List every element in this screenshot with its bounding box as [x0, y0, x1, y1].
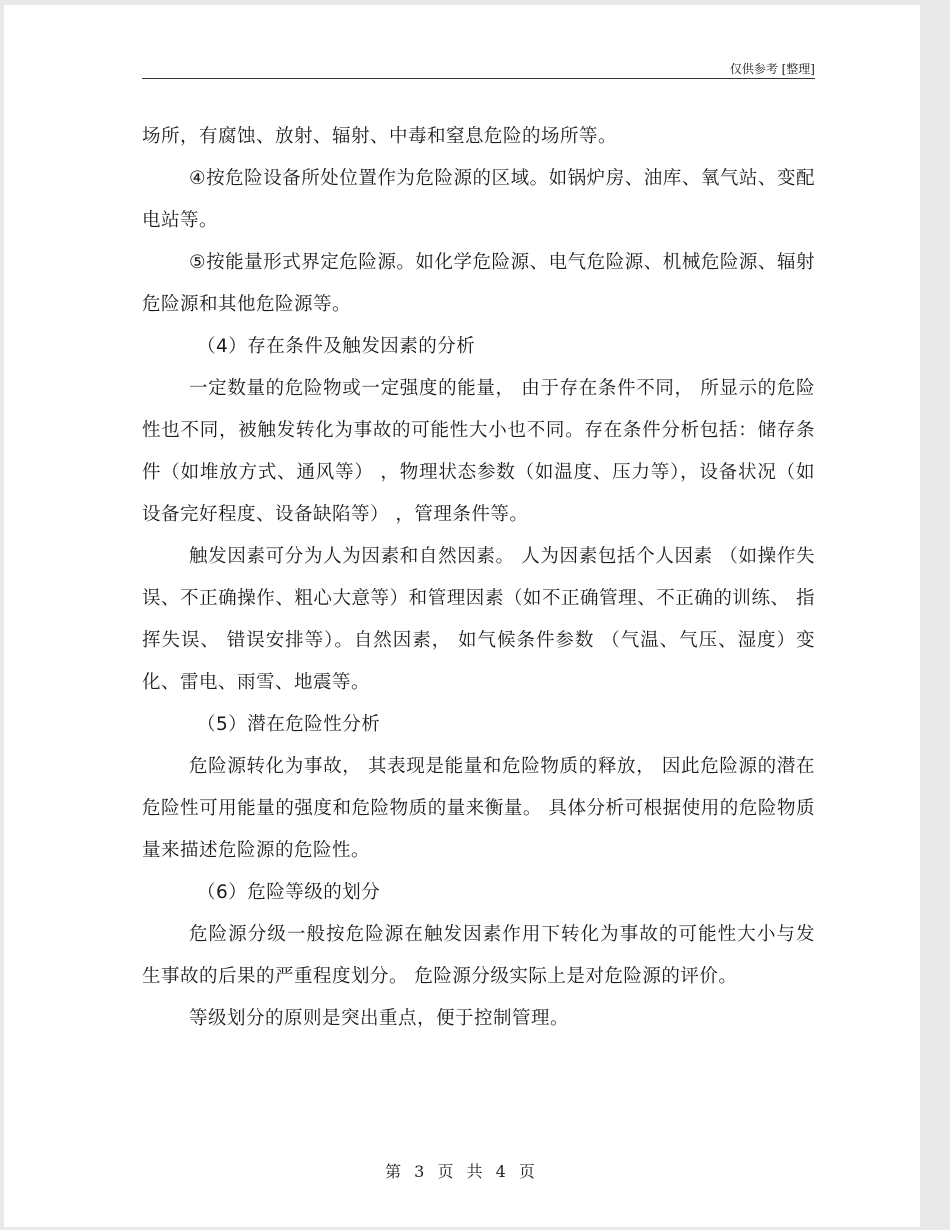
paragraph: ⑤按能量形式界定危险源。如化学危险源、电气危险源、机械危险源、辐射危险源和其他危险源等。: [142, 252, 815, 315]
section-heading: （5）潜在危险性分析: [197, 714, 381, 735]
paragraph: 危险源转化为事故， 其表现是能量和危险物质的释放， 因此危险源的潜在危险性可用能量的强度和危险物质的量来衡量。 具体分析可根据使用的危险物质量来描述危险源的危险性。: [142, 756, 815, 861]
paragraph: 场所，有腐蚀、放射、辐射、中毒和窒息危险的场所等。: [142, 126, 618, 147]
page-header: 仅供参考 [整理]: [729, 62, 815, 76]
paragraph: 等级划分的原则是突出重点，便于控制管理。: [189, 1008, 570, 1029]
header-divider: [142, 78, 815, 79]
paragraph: 一定数量的危险物或一定强度的能量， 由于存在条件不同， 所显示的危险性也不同，被触发转化为事故的可能性大小也不同。存在条件分析包括：储存条件（如堆放方式、通风等） ，物理状态参数（如温度、压力等），设备状况（如设备完好程度、设备缺陷等） ，管理条件等。: [142, 378, 815, 525]
section-heading: （4）存在条件及触发因素的分析: [197, 336, 476, 357]
section-heading: （6）危险等级的划分: [197, 882, 381, 903]
document-body: [142, 116, 815, 1040]
document-page: [4, 5, 920, 1227]
paragraph: ④按危险设备所处位置作为危险源的区域。如锅炉房、油库、氧气站、变配电站等。: [142, 168, 815, 231]
paragraph: 触发因素可分为人为因素和自然因素。 人为因素包括个人因素 （如操作失误、不正确操作、粗心大意等）和管理因素（如不正确管理、不正确的训练、 指挥失误、 错误安排等）。自然因素， 如气候条件参数 （气温、气压、湿度）变化、雷电、雨雪、地震等。: [142, 546, 815, 693]
page-number-footer: 第 3 页 共 4 页: [385, 1162, 539, 1181]
paragraph: 危险源分级一般按危险源在触发因素作用下转化为事故的可能性大小与发生事故的后果的严重程度划分。 危险源分级实际上是对危险源的评价。: [142, 924, 815, 987]
